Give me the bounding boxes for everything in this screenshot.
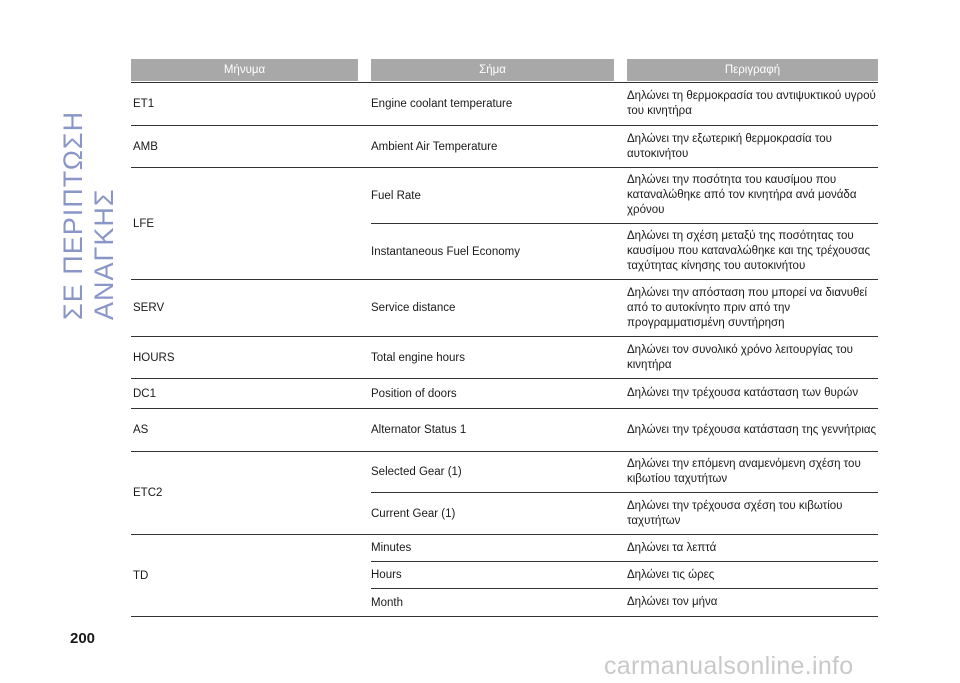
table-group (131, 83, 878, 126)
signal-cell: Total engine hours (371, 351, 465, 364)
signal-cell: Current Gear (1) (371, 507, 456, 520)
table-row (371, 168, 878, 224)
table-group (131, 379, 878, 409)
signal-cell: Month (371, 596, 403, 609)
table-group (131, 126, 878, 168)
description-cell: Δηλώνει την τρέχουσα σχέση του κιβωτίου ταχυτήτων (627, 499, 843, 527)
description-cell: Δηλώνει τη θερμοκρασία του αντιψυκτικού υγρού του κινητήρα (627, 90, 876, 117)
table-row (371, 379, 878, 408)
message-code: AS (133, 424, 149, 436)
table-group (131, 280, 878, 337)
message-code: HOURS (133, 351, 175, 364)
message-code: DC1 (133, 387, 157, 400)
signal-cell: Ambient Air Temperature (371, 140, 498, 153)
table-row (371, 452, 878, 493)
table-group (131, 535, 878, 617)
table-row (371, 535, 878, 562)
table-row (371, 589, 878, 616)
table-row (371, 224, 878, 279)
description-cell: Δηλώνει την απόσταση που μπορεί να διανυθεί από το αυτοκίνητο πριν από την προγραμματισμένη συντήρηση (627, 286, 868, 329)
description-cell: Δηλώνει την ποσότητα του καυσίμου που καταναλώθηκε από τον κινητήρα ανά μονάδα χρόνου (627, 174, 857, 216)
table-row (371, 280, 878, 336)
message-code: SERV (133, 302, 165, 314)
messages-table (131, 59, 878, 617)
description-cell: Δηλώνει τη σχέση μεταξύ της ποσότητας του καυσίμου που καταναλώθηκε και της τρέχουσας ταχύτητας κίνησης του αυτοκινήτου (627, 230, 871, 272)
description-cell: Δηλώνει την επόμενη αναμενόμενη σχέση του κιβωτίου ταχυτήτων (627, 458, 861, 485)
table-row (371, 493, 878, 534)
signal-cell: Engine coolant temperature (371, 98, 513, 110)
table-row (371, 409, 878, 451)
header-signal: Σήμα (371, 59, 614, 81)
signal-cell: Instantaneous Fuel Economy (371, 245, 520, 258)
table-row (371, 126, 878, 167)
table-header (131, 59, 878, 83)
signal-cell: Position of doors (371, 387, 457, 400)
message-code: AMB (133, 140, 158, 153)
description-cell: Δηλώνει την εξωτερική θερμοκρασία του αυτοκινήτου (627, 132, 832, 160)
description-cell: Δηλώνει την τρέχουσα κατάσταση της γεννήτριας (627, 423, 877, 436)
header-description: Περιγραφή (627, 59, 878, 81)
section-title: ΣΕ ΠΕΡΙΠΤΩΣΗ ΑΝΑΓΚΗΣ (58, 110, 119, 320)
description-cell: Δηλώνει τον μήνα (627, 596, 718, 608)
message-code: ETC2 (133, 487, 163, 499)
table-row (371, 337, 878, 378)
page-number: 200 (70, 630, 96, 647)
signal-cell: Service distance (371, 302, 456, 314)
signal-cell: Hours (371, 569, 402, 581)
table-row (371, 83, 878, 125)
table-group (131, 168, 878, 280)
signal-cell: Fuel Rate (371, 189, 421, 202)
table-group (131, 452, 878, 535)
message-code: ET1 (133, 98, 155, 110)
description-cell: Δηλώνει τις ώρες (627, 568, 715, 581)
signal-cell: Selected Gear (1) (371, 466, 462, 478)
description-cell: Δηλώνει την τρέχουσα κατάσταση των θυρών (627, 387, 859, 399)
description-cell: Δηλώνει τα λεπτά (627, 541, 717, 554)
signal-cell: Alternator Status 1 (371, 424, 467, 436)
table-group (131, 409, 878, 452)
table-group (131, 337, 878, 379)
description-cell: Δηλώνει τον συνολικό χρόνο λειτουργίας του κινητήρα (627, 343, 853, 371)
watermark: carmanualsonline.info (604, 652, 854, 680)
message-code: TD (133, 569, 149, 582)
signal-cell: Minutes (371, 542, 412, 554)
header-message: Μήνυμα (131, 59, 358, 81)
message-code: LFE (133, 217, 155, 230)
table-row (371, 562, 878, 589)
